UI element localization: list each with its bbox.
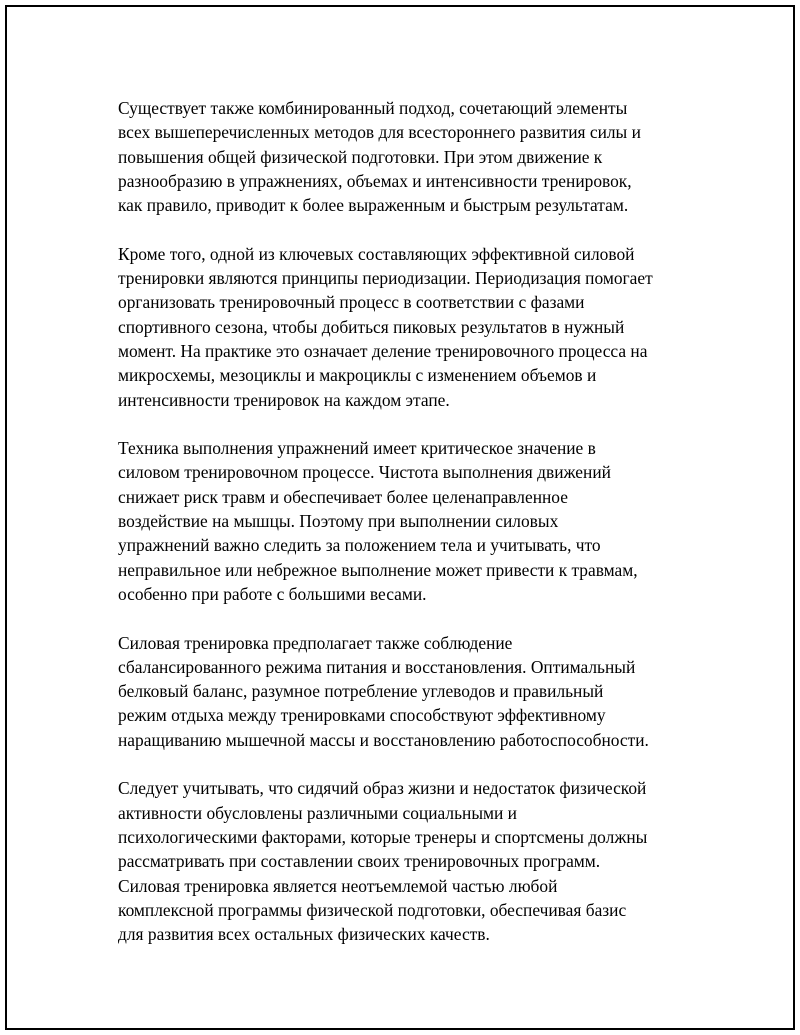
paragraph-combined-approach [118, 96, 708, 217]
text-line: разнообразию в упражнениях, объемах и интенсивности тренировок, [118, 170, 632, 191]
paragraph-nutrition-recovery [118, 631, 708, 752]
text-line: особенно при работе с большими весами. [118, 583, 427, 604]
text-line: повышения общей физической подготовки. При этом движение к [118, 146, 603, 167]
text-line: белковый баланс, разумное потребление углеводов и правильный [118, 681, 604, 702]
text-line: силовом тренировочном процессе. Чистота выполнения движений [118, 462, 611, 483]
text-line: интенсивности тренировок на каждом этапе. [118, 389, 450, 410]
text-line: сбалансированного режима питания и восстановления. Оптимальный [118, 656, 636, 677]
text-line: тренировки являются принципы периодизации. Периодизация помогает [118, 268, 653, 289]
text-line: активности обусловлены различными социальными и [118, 802, 517, 823]
text-line: всех вышеперечисленных методов для всестороннего развития силы и [118, 122, 641, 143]
text-line: момент. На практике это означает деление тренировочного процесса на [118, 340, 648, 361]
text-line: Техника выполнения упражнений имеет критическое значение в [118, 438, 596, 459]
text-line: Следует учитывать, что сидячий образ жизни и недостаток физической [118, 778, 647, 799]
text-line: снижает риск травм и обеспечивает более целенаправленное [118, 486, 568, 507]
text-line: микросхемы, мезоциклы и макроциклы с изменением объемов и [118, 365, 597, 386]
paragraph-periodization [118, 242, 708, 412]
text-line: спортивного сезона, чтобы добиться пиковых результатов в нужный [118, 316, 625, 337]
document-page [5, 5, 795, 1030]
text-line: организовать тренировочный процесс в соответствии с фазами [118, 292, 585, 313]
text-line: Силовая тренировка является неотъемлемой частью любой [118, 875, 558, 896]
text-line: упражнений важно следить за положением тела и учитывать, что [118, 535, 601, 556]
text-line: рассматривать при составлении своих тренировочных программ. [118, 851, 601, 872]
text-line: Существует также комбинированный подход, сочетающий элементы [118, 98, 628, 118]
text-line: психологическими факторами, которые тренеры и спортсмены должны [118, 826, 648, 847]
paragraph-technique [118, 436, 708, 606]
text-line: для развития всех остальных физических качеств. [118, 924, 490, 945]
paragraph-sedentary-lifestyle [118, 776, 708, 946]
document-body [118, 96, 708, 971]
text-line: режим отдыха между тренировками способствуют эффективному [118, 705, 606, 726]
text-line: как правило, приводит к более выраженным и быстрым результатам. [118, 195, 629, 216]
text-line: неправильное или небрежное выполнение может привести к травмам, [118, 559, 638, 580]
text-line: Силовая тренировка предполагает также соблюдение [118, 632, 513, 653]
text-line: Кроме того, одной из ключевых составляющих эффективной силовой [118, 243, 635, 264]
text-line: комплексной программы физической подготовки, обеспечивая базис [118, 899, 627, 920]
text-line: наращиванию мышечной массы и восстановлению работоспособности. [118, 729, 649, 750]
text-line: воздействие на мышцы. Поэтому при выполнении силовых [118, 511, 559, 532]
